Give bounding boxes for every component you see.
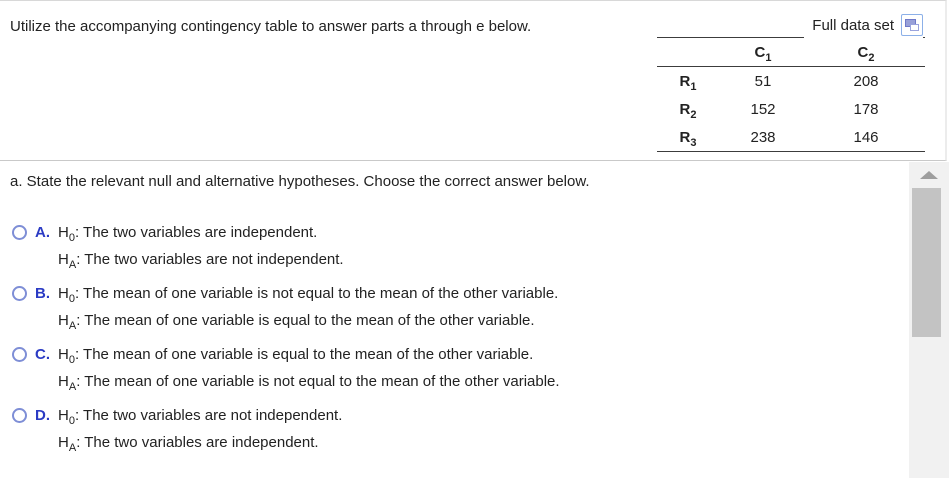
table-row	[657, 95, 925, 123]
scrollbar[interactable]	[909, 162, 949, 478]
null-hypothesis-line: $H_0$: The two variables are not independent.	[58, 407, 343, 427]
alternative-hypothesis-line: $H_A$: The two variables are not independent.	[58, 251, 344, 271]
cell-r2c2: 178	[853, 100, 879, 118]
full-data-set-control	[804, 14, 923, 39]
answer-options	[12, 219, 862, 463]
radio-button-c[interactable]	[12, 347, 27, 362]
popout-front-rect	[910, 24, 919, 31]
cell-r2c1: 152	[750, 100, 776, 118]
alternative-hypothesis-line: $H_A$: The mean of one variable is equal to the mean of the other variable.	[58, 312, 535, 332]
option-letter-b: B.	[35, 285, 50, 302]
answer-option-b[interactable]	[12, 280, 862, 334]
question-stem-panel	[0, 0, 947, 161]
null-hypothesis-line: $H_0$: The mean of one variable is not equal to the mean of the other variable.	[58, 285, 559, 305]
scroll-up-arrow-icon[interactable]	[920, 171, 938, 179]
option-letter-d: D.	[35, 407, 50, 424]
row-header-r1: $R_1$	[679, 72, 697, 93]
alternative-hypothesis-line: $H_A$: The two variables are independent.	[58, 434, 319, 454]
column-header-c1: $C_1$	[754, 43, 772, 64]
answer-panel	[0, 162, 949, 478]
table-row	[657, 123, 925, 151]
popout-windows-icon[interactable]	[901, 14, 923, 36]
null-hypothesis-line: $H_0$: The two variables are independent.	[58, 224, 318, 244]
column-header-c2: $C_2$	[857, 43, 875, 64]
cell-r3c1: 238	[750, 128, 776, 146]
radio-button-d[interactable]	[12, 408, 27, 423]
alternative-hypothesis-line: $H_A$: The mean of one variable is not equal to the mean of the other variable.	[58, 373, 560, 393]
table-header-row	[657, 38, 925, 67]
contingency-table	[657, 37, 925, 152]
option-c-text	[58, 341, 862, 395]
row-header-r3: $R_3$	[679, 128, 697, 149]
answer-option-d[interactable]	[12, 402, 862, 456]
row-header-r2: $R_2$	[679, 100, 697, 121]
answer-option-a[interactable]	[12, 219, 862, 273]
option-b-text	[58, 280, 862, 334]
option-a-text	[58, 219, 862, 273]
option-d-text	[58, 402, 862, 456]
cell-r3c2: 146	[853, 128, 879, 146]
full-data-set-label: Full data set	[812, 16, 894, 34]
contingency-table-area	[657, 1, 925, 161]
part-a-question: a. State the relevant null and alternative hypotheses. Choose the correct answer below.	[10, 173, 590, 190]
null-hypothesis-line: $H_0$: The mean of one variable is equal to the mean of the other variable.	[58, 346, 534, 366]
radio-button-b[interactable]	[12, 286, 27, 301]
option-letter-c: C.	[35, 346, 50, 363]
cell-r1c2: 208	[853, 72, 879, 90]
radio-button-a[interactable]	[12, 225, 27, 240]
table-row	[657, 67, 925, 95]
answer-option-c[interactable]	[12, 341, 862, 395]
question-prompt: Utilize the accompanying contingency table to answer parts a through e below.	[10, 18, 532, 35]
option-letter-a: A.	[35, 224, 50, 241]
cell-r1c1: 51	[754, 72, 772, 90]
scroll-thumb[interactable]	[912, 188, 941, 337]
